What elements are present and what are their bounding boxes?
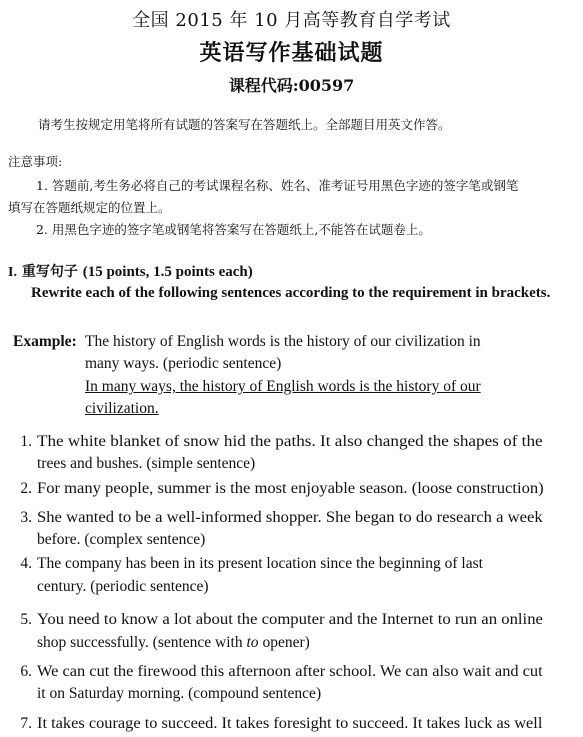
section-title-cn: 重写句子	[21, 264, 78, 280]
course-code: 课程代码:00597	[228, 76, 355, 95]
question-6-number: 6.	[20, 663, 32, 680]
question-4-line-2: century. (periodic sentence)	[37, 578, 209, 595]
question-5-number: 5.	[20, 611, 32, 628]
note-item-1-line-1: 1. 答题前,考生务必将自己的考试课程名称、姓名、准考证号用黑色字迹的签字笔或钢笔	[36, 178, 519, 193]
example-label: Example:	[13, 333, 77, 350]
example-line-2: many ways. (periodic sentence)	[85, 355, 282, 372]
question-1-line-2: trees and bushes. (simple sentence)	[37, 455, 256, 472]
section-heading	[8, 261, 253, 281]
question-7-line-1: It takes courage to succeed. It takes foresight to succeed. It takes luck as well	[37, 715, 543, 732]
example-line-1: The history of English words is the history of our civilization in	[85, 333, 481, 350]
exam-title-line: 全国 2015 年 10 月高等教育自学考试	[132, 10, 451, 31]
subject-title: 英语写作基础试题	[199, 40, 384, 66]
question-4-number: 4.	[20, 555, 32, 572]
question-6-line-1: We can cut the firewood this afternoon after school. We can also wait and cut	[37, 663, 543, 680]
section-points: (15 points, 1.5 points each)	[82, 264, 253, 280]
example-answer-line-2: civilization.	[85, 400, 159, 417]
question-2-number: 2.	[20, 480, 32, 497]
section-directions: Rewrite each of the following sentences according to the requirement in brackets.	[31, 285, 551, 301]
section-number: I.	[8, 265, 17, 280]
question-4-line-1: The company has been in its present location since the beginning of last	[37, 555, 483, 572]
notes-heading: 注意事项:	[8, 154, 63, 169]
question-1-number: 1.	[20, 433, 32, 450]
question-5-line-1: You need to know a lot about the computer and the Internet to run an online	[37, 611, 543, 628]
question-3-line-2: before. (complex sentence)	[37, 531, 206, 548]
question-7-number: 7.	[20, 715, 32, 732]
general-instruction: 请考生按规定用笔将所有试题的答案写在答题纸上。全部题目用英文作答。	[38, 117, 451, 132]
question-1-line-1: The white blanket of snow hid the paths. It also changed the shapes of the	[37, 433, 543, 450]
example-answer-line-1: In many ways, the history of English words is the history of our	[85, 378, 481, 395]
question-5-line-2: shop successfully. (sentence with to opener)	[37, 634, 310, 651]
question-3-line-1: She wanted to be a well-informed shopper. She began to do research a week	[37, 509, 543, 526]
question-6-line-2: it on Saturday morning. (compound sentence)	[37, 685, 322, 702]
question-3-number: 3.	[20, 509, 32, 526]
question-2-line-1: For many people, summer is the most enjoyable season. (loose construction)	[37, 480, 544, 497]
note-item-2: 2. 用黑色字迹的签字笔或钢笔将答案写在答题纸上,不能答在试题卷上。	[36, 222, 431, 237]
note-item-1-line-2: 填写在答题纸规定的位置上。	[8, 200, 171, 215]
